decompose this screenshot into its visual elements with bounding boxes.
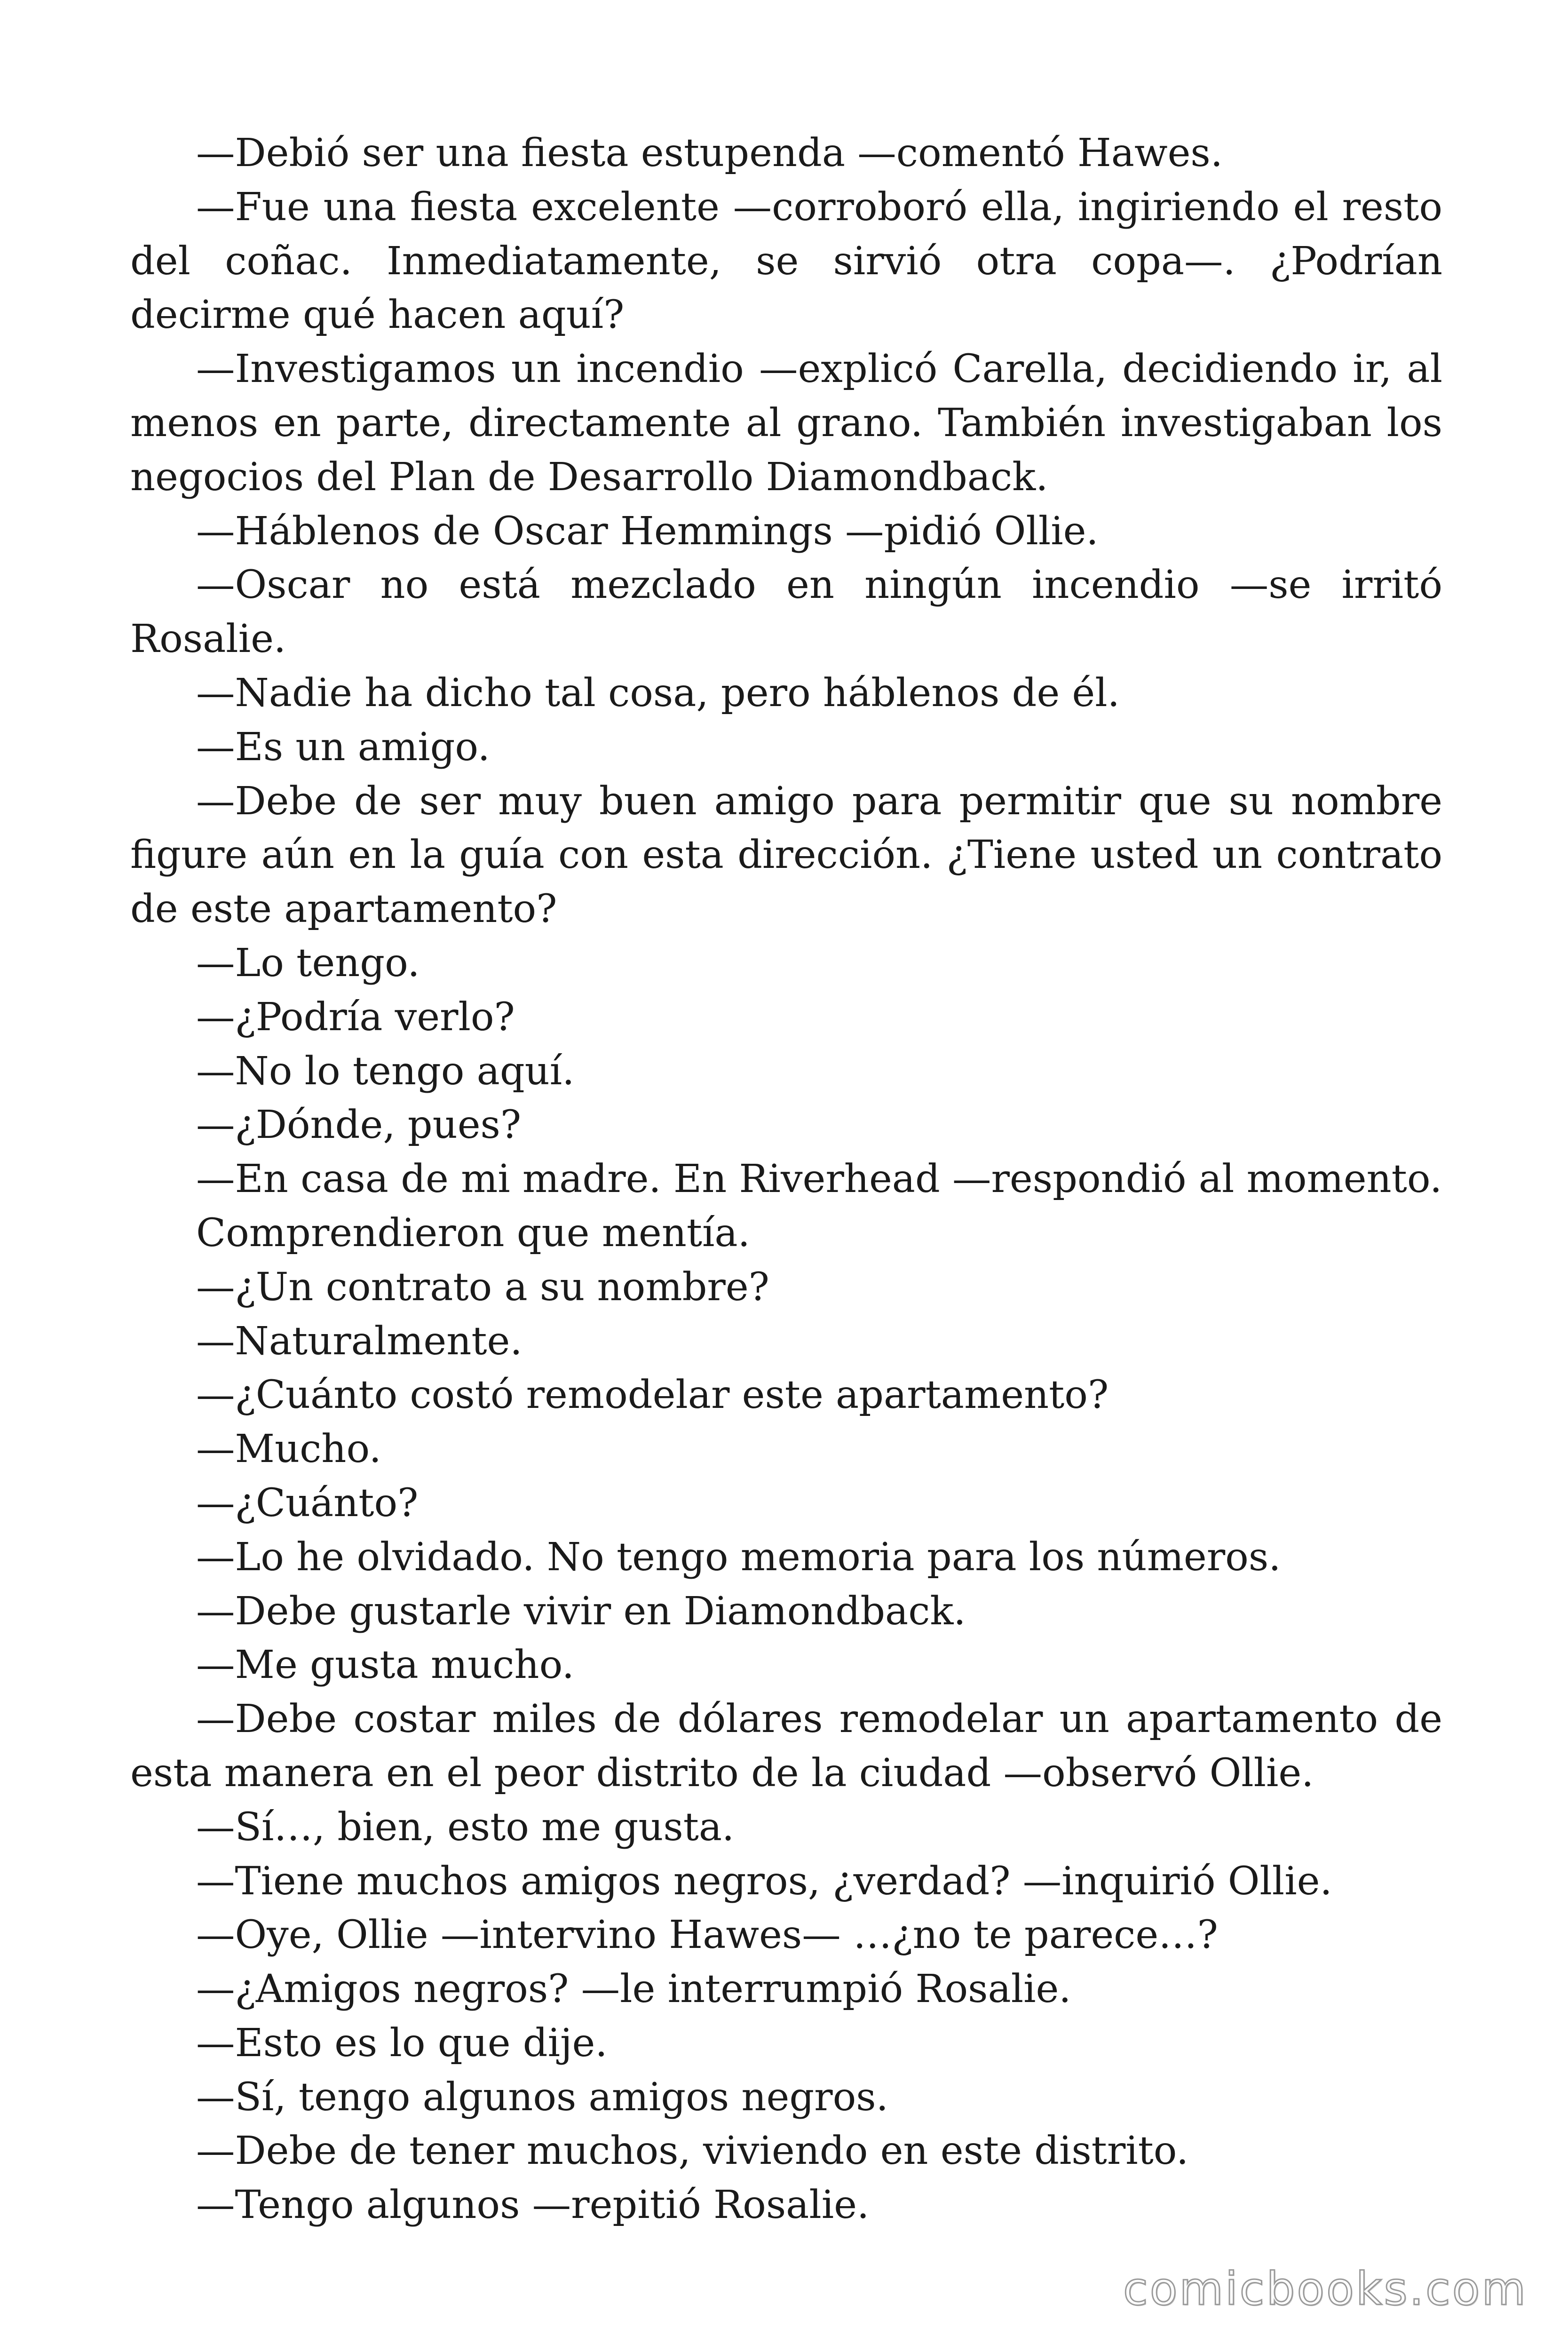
paragraph: —Naturalmente. bbox=[196, 1318, 523, 1364]
paragraph: —¿Amigos negros? —le interrumpió Rosalie. bbox=[196, 1966, 1071, 2012]
paragraph: —Lo tengo. bbox=[196, 940, 420, 985]
paragraph: —Debe de tener muchos, viviendo en este distrito. bbox=[196, 2128, 1189, 2174]
paragraph: —Fue una fiesta excelente —corroboró ella, ingiriendo el resto del coñac. Inmediatamente, se sirvió otra copa—. ¿Podrían decirme qué hacen aquí? bbox=[130, 184, 1442, 338]
paragraph: —Esto es lo que dije. bbox=[196, 2020, 608, 2066]
paragraph: —Nadie ha dicho tal cosa, pero háblenos de él. bbox=[196, 670, 1120, 715]
paragraph: —Debió ser una fiesta estupenda —comentó Hawes. bbox=[196, 130, 1223, 175]
paragraph: —Sí, tengo algunos amigos negros. bbox=[196, 2074, 888, 2120]
watermark: comicbooks.com bbox=[1123, 2263, 1528, 2315]
paragraph: —¿Podría verlo? bbox=[196, 994, 515, 1040]
paragraph: —Oye, Ollie —intervino Hawes— …¿no te parece…? bbox=[196, 1912, 1218, 1958]
paragraph: —Es un amigo. bbox=[196, 724, 490, 770]
paragraph: —Háblenos de Oscar Hemmings —pidió Ollie. bbox=[196, 508, 1099, 554]
paragraph: —Debe de ser muy buen amigo para permitir que su nombre figure aún en la guía con esta dirección. ¿Tiene usted un contrato de este apartamento? bbox=[130, 778, 1442, 932]
paragraph: —¿Cuánto? bbox=[196, 1480, 419, 1526]
paragraph: —Oscar no está mezclado en ningún incendio —se irritó Rosalie. bbox=[130, 562, 1442, 662]
paragraph: Comprendieron que mentía. bbox=[196, 1210, 750, 1255]
paragraph: —En casa de mi madre. En Riverhead —respondió al momento. bbox=[196, 1156, 1442, 1202]
paragraph: —Sí…, bien, esto me gusta. bbox=[196, 1804, 735, 1850]
paragraph: —Debe costar miles de dólares remodelar un apartamento de esta manera en el peor distrito de la ciudad —observó Ollie. bbox=[130, 1696, 1442, 1796]
paragraph: —Tiene muchos amigos negros, ¿verdad? —inquirió Ollie. bbox=[196, 1858, 1332, 1904]
paragraph: —¿Cuánto costó remodelar este apartamento? bbox=[196, 1372, 1109, 1418]
paragraph: —Me gusta mucho. bbox=[196, 1642, 575, 1688]
paragraph: —Lo he olvidado. No tengo memoria para los números. bbox=[196, 1534, 1281, 1580]
body-text bbox=[130, 126, 1442, 2232]
paragraph: —¿Un contrato a su nombre? bbox=[196, 1264, 769, 1310]
paragraph: —Mucho. bbox=[196, 1426, 381, 1472]
paragraph: —Investigamos un incendio —explicó Carella, decidiendo ir, al menos en parte, directamente al grano. También investigaban los negocios del Plan de Desarrollo Diamondback. bbox=[130, 346, 1442, 500]
paragraph: —Debe gustarle vivir en Diamondback. bbox=[196, 1588, 966, 1634]
paragraph: —No lo tengo aquí. bbox=[196, 1048, 575, 1094]
paragraph: —¿Dónde, pues? bbox=[196, 1102, 522, 1148]
paragraph: —Tengo algunos —repitió Rosalie. bbox=[196, 2182, 870, 2228]
